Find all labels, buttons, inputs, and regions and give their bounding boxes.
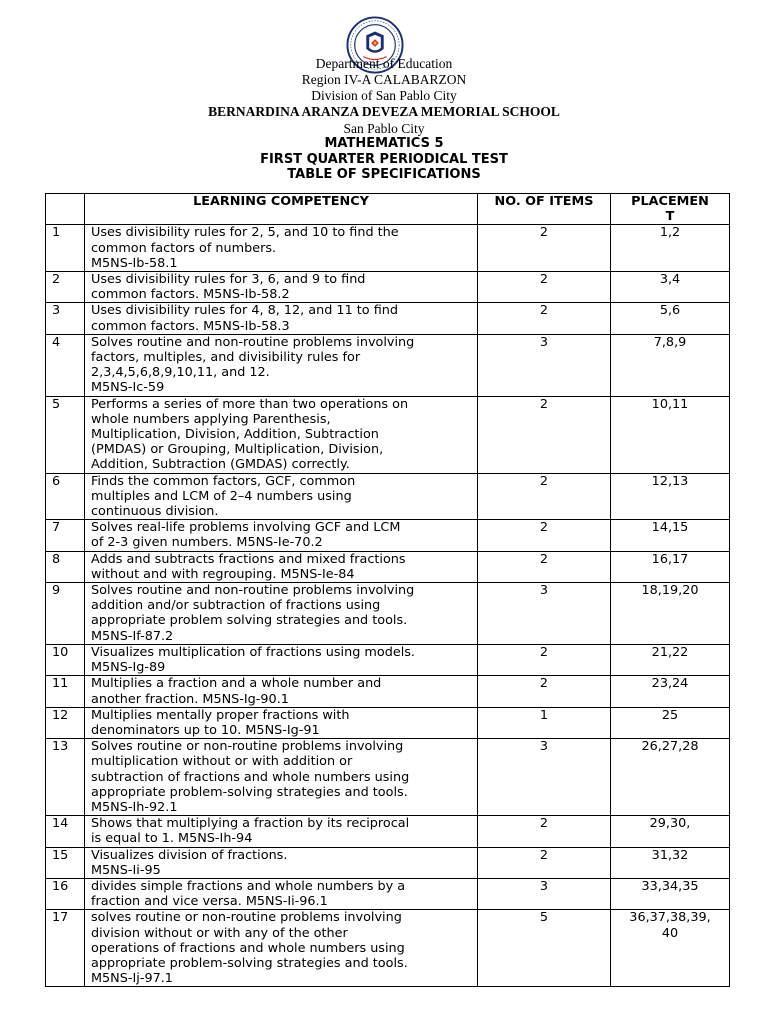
- test-title: FIRST QUARTER PERIODICAL TEST: [260, 152, 508, 167]
- learning-competency-cell: [85, 644, 478, 675]
- placement-cell: [611, 910, 730, 987]
- table-row: [46, 644, 730, 675]
- placement-line: 40: [661, 925, 679, 941]
- row-number: 9: [46, 583, 85, 645]
- table-row: [46, 520, 730, 551]
- competency-line: 2,3,4,5,6,8,9,10,11, and 12.: [91, 365, 270, 381]
- row-number: 2: [46, 272, 85, 303]
- placement-cell: [611, 707, 730, 738]
- competency-line: Adds and subtracts fractions and mixed fractions: [91, 551, 406, 567]
- header-placement: [611, 194, 730, 225]
- no-of-items-cell: 2: [478, 396, 611, 473]
- competency-line: Solves routine and non-routine problems involving: [91, 334, 415, 350]
- learning-competency-cell: [85, 847, 478, 878]
- placement-line: 26,27,28: [641, 739, 699, 755]
- division-name: Division of San Pablo City: [311, 88, 457, 103]
- placement-line: 12,13: [651, 473, 689, 489]
- competency-line: appropriate problem-solving strategies and tools.: [91, 784, 408, 800]
- table-row: [46, 847, 730, 878]
- row-number: 7: [46, 520, 85, 551]
- placement-line: 16,17: [651, 551, 689, 567]
- competency-line: operations of fractions and whole numbers using: [91, 940, 405, 956]
- competency-line: Performs a series of more than two operations on: [91, 396, 409, 412]
- row-number: 10: [46, 644, 85, 675]
- placement-cell: [611, 676, 730, 707]
- learning-competency-cell: [85, 396, 478, 473]
- placement-line: 29,30,: [649, 816, 691, 832]
- competency-line: M5NS-Ii-95: [91, 862, 161, 878]
- competency-line: without and with regrouping. M5NS-Ie-84: [91, 566, 355, 582]
- table-row: [46, 739, 730, 816]
- competency-line: M5NS-Ic-59: [91, 380, 165, 396]
- learning-competency-cell: [85, 473, 478, 520]
- competency-line: Multiplies mentally proper fractions with: [91, 707, 350, 723]
- learning-competency-cell: [85, 272, 478, 303]
- table-row: [46, 707, 730, 738]
- placement-cell: [611, 303, 730, 334]
- document-title: TABLE OF SPECIFICATIONS: [287, 167, 481, 182]
- row-number: 6: [46, 473, 85, 520]
- competency-line: Uses divisibility rules for 3, 6, and 9 to find: [91, 272, 366, 288]
- placement-line: 36,37,38,39,: [629, 910, 711, 926]
- competency-line: appropriate problem-solving strategies and tools.: [91, 955, 408, 971]
- header-no-of-items: NO. OF ITEMS: [478, 194, 611, 225]
- placement-cell: [611, 644, 730, 675]
- learning-competency-cell: [85, 878, 478, 909]
- competency-line: Shows that multiplying a fraction by its reciprocal: [91, 816, 410, 832]
- row-number: 3: [46, 303, 85, 334]
- placement-cell: [611, 816, 730, 847]
- placement-line: 5,6: [659, 303, 681, 319]
- competency-line: division without or with any of the other: [91, 925, 348, 941]
- competency-line: M5NS-Ib-58.1: [91, 255, 178, 271]
- placement-line: 31,32: [651, 847, 689, 863]
- table-row: [46, 272, 730, 303]
- competency-line: is equal to 1. M5NS-Ih-94: [91, 831, 253, 847]
- competency-line: denominators up to 10. M5NS-Ig-91: [91, 722, 320, 738]
- learning-competency-cell: [85, 676, 478, 707]
- table-row: [46, 225, 730, 272]
- no-of-items-cell: 2: [478, 847, 611, 878]
- learning-competency-cell: [85, 520, 478, 551]
- header-placement-line-1: PLACEMEN: [631, 194, 709, 209]
- competency-line: multiplication without or with addition or: [91, 754, 353, 770]
- competency-line: common factors. M5NS-Ib-58.3: [91, 318, 290, 334]
- competency-line: appropriate problem solving strategies and tools.: [91, 613, 408, 629]
- learning-competency-cell: [85, 303, 478, 334]
- placement-cell: [611, 847, 730, 878]
- no-of-items-cell: 2: [478, 520, 611, 551]
- no-of-items-cell: 2: [478, 272, 611, 303]
- competency-line: Multiplies a fraction and a whole number and: [91, 676, 382, 692]
- competency-line: subtraction of fractions and whole numbers using: [91, 769, 410, 785]
- competency-line: divides simple fractions and whole numbers by a: [91, 878, 406, 894]
- learning-competency-cell: [85, 225, 478, 272]
- placement-cell: [611, 739, 730, 816]
- table-row: [46, 396, 730, 473]
- table-row: [46, 583, 730, 645]
- competency-line: whole numbers applying Parenthesis,: [91, 411, 331, 427]
- competency-line: Solves real-life problems involving GCF and LCM: [91, 520, 401, 536]
- header-number: [46, 194, 85, 225]
- table-row: [46, 473, 730, 520]
- placement-line: 23,24: [651, 676, 689, 692]
- subject-title: MATHEMATICS 5: [324, 136, 444, 151]
- competency-line: multiples and LCM of 2–4 numbers using: [91, 488, 352, 504]
- competency-line: Visualizes multiplication of fractions using models.: [91, 644, 415, 660]
- no-of-items-cell: 2: [478, 816, 611, 847]
- placement-cell: [611, 473, 730, 520]
- no-of-items-cell: 3: [478, 878, 611, 909]
- region-name: Region IV-A CALABARZON: [301, 72, 467, 87]
- school-city: San Pablo City: [343, 121, 425, 136]
- placement-line: 10,11: [651, 396, 689, 412]
- learning-competency-cell: [85, 739, 478, 816]
- row-number: 12: [46, 707, 85, 738]
- table-header-row: [46, 194, 730, 225]
- competency-line: another fraction. M5NS-Ig-90.1: [91, 691, 289, 707]
- school-name: BERNARDINA ARANZA DEVEZA MEMORIAL SCHOOL: [208, 104, 560, 119]
- row-number: 16: [46, 878, 85, 909]
- no-of-items-cell: 5: [478, 910, 611, 987]
- table-row: [46, 334, 730, 396]
- no-of-items-cell: 3: [478, 583, 611, 645]
- competency-line: of 2-3 given numbers. M5NS-Ie-70.2: [91, 535, 323, 551]
- placement-cell: [611, 272, 730, 303]
- competency-line: common factors. M5NS-Ib-58.2: [91, 287, 290, 303]
- row-number: 17: [46, 910, 85, 987]
- learning-competency-cell: [85, 816, 478, 847]
- no-of-items-cell: 1: [478, 707, 611, 738]
- placement-cell: [611, 551, 730, 582]
- learning-competency-cell: [85, 910, 478, 987]
- learning-competency-cell: [85, 334, 478, 396]
- learning-competency-cell: [85, 707, 478, 738]
- no-of-items-cell: 3: [478, 739, 611, 816]
- header-learning-competency: LEARNING COMPETENCY: [85, 194, 478, 225]
- table-row: [46, 303, 730, 334]
- competency-line: Uses divisibility rules for 4, 8, 12, and 11 to find: [91, 303, 398, 319]
- placement-line: 14,15: [651, 520, 689, 536]
- table-row: [46, 878, 730, 909]
- placement-line: 33,34,35: [641, 878, 699, 894]
- placement-cell: [611, 583, 730, 645]
- placement-line: 21,22: [651, 644, 689, 660]
- no-of-items-cell: 2: [478, 676, 611, 707]
- placement-line: 7,8,9: [653, 334, 687, 350]
- competency-line: Solves routine and non-routine problems involving: [91, 583, 415, 599]
- table-row: [46, 816, 730, 847]
- placement-cell: [611, 396, 730, 473]
- department-name: Department of Education: [315, 56, 453, 71]
- placement-line: 18,19,20: [641, 583, 699, 599]
- placement-line: 25: [661, 707, 679, 723]
- competency-line: Finds the common factors, GCF, common: [91, 473, 356, 489]
- table-row: [46, 676, 730, 707]
- competency-line: fraction and vice versa. M5NS-Ii-96.1: [91, 894, 328, 910]
- competency-line: M5NS-Ig-89: [91, 660, 166, 676]
- no-of-items-cell: 2: [478, 473, 611, 520]
- placement-line: 1,2: [659, 225, 681, 241]
- competency-line: factors, multiples, and divisibility rules for: [91, 350, 361, 366]
- competency-line: Addition, Subtraction (GMDAS) correctly.: [91, 457, 350, 473]
- no-of-items-cell: 2: [478, 225, 611, 272]
- competency-line: (PMDAS) or Grouping, Multiplication, Division,: [91, 442, 384, 458]
- no-of-items-cell: 3: [478, 334, 611, 396]
- competency-line: Multiplication, Division, Addition, Subtraction: [91, 427, 379, 443]
- placement-cell: [611, 520, 730, 551]
- competency-line: M5NS-Ih-92.1: [91, 799, 178, 815]
- table-of-specifications: [45, 193, 730, 987]
- row-number: 14: [46, 816, 85, 847]
- competency-line: Visualizes division of fractions.: [91, 847, 288, 863]
- header-placement-line-2: T: [665, 209, 675, 225]
- placement-line: 3,4: [659, 272, 681, 288]
- competency-line: addition and/or subtraction of fractions using: [91, 598, 381, 614]
- row-number: 13: [46, 739, 85, 816]
- placement-cell: [611, 334, 730, 396]
- competency-line: common factors of numbers.: [91, 240, 277, 256]
- placement-cell: [611, 225, 730, 272]
- row-number: 8: [46, 551, 85, 582]
- competency-line: M5NS-If-87.2: [91, 628, 174, 644]
- competency-line: solves routine or non-routine problems involving: [91, 910, 402, 926]
- no-of-items-cell: 2: [478, 644, 611, 675]
- learning-competency-cell: [85, 551, 478, 582]
- competency-line: continuous division.: [91, 504, 219, 520]
- table-row: [46, 551, 730, 582]
- row-number: 5: [46, 396, 85, 473]
- competency-line: Solves routine or non-routine problems involving: [91, 739, 404, 755]
- row-number: 15: [46, 847, 85, 878]
- learning-competency-cell: [85, 583, 478, 645]
- row-number: 11: [46, 676, 85, 707]
- competency-line: M5NS-Ij-97.1: [91, 971, 173, 987]
- row-number: 1: [46, 225, 85, 272]
- competency-line: Uses divisibility rules for 2, 5, and 10 to find the: [91, 225, 399, 241]
- placement-cell: [611, 878, 730, 909]
- no-of-items-cell: 2: [478, 303, 611, 334]
- no-of-items-cell: 2: [478, 551, 611, 582]
- row-number: 4: [46, 334, 85, 396]
- table-row: [46, 910, 730, 987]
